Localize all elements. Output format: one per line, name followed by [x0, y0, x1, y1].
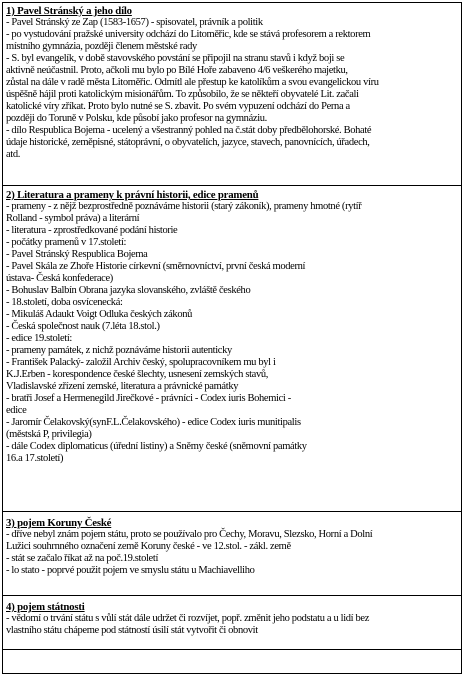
- section-4-line: - vědomí o trvání státu s vůlí stát dále udržet či rozvíjet, popř. změnit jeho podstatu a u lidí bez: [6, 613, 370, 624]
- section-2-line: - 18.století, doba osvícenecká:: [6, 297, 123, 308]
- section-4-line: vlastního státu chápeme pod státností úsilí stát vytvořit či obnovit: [6, 625, 258, 636]
- section-2-line: Rolland - symbol práva) a literární: [6, 213, 140, 224]
- section-2-line: - prameny památek, z nichž poznáváme historii autenticky: [6, 345, 232, 356]
- section-1-line: atd.: [6, 149, 21, 160]
- section-divider: [3, 595, 461, 596]
- section-2-line: edice: [6, 405, 27, 416]
- section-3-line: - stát se začalo říkat až na poč.19.století: [6, 553, 159, 564]
- section-2-line: Vladislavské zřízení zemské, literatura a právnické památky: [6, 381, 239, 392]
- section-heading-2: 2) Literatura a prameny k právní historii, edice pramenů: [6, 189, 259, 201]
- section-1-line: katolické víry zříkat. Proto bylo nutné se S. zbavit. Po svém vypuzení odchází do Perna a: [6, 101, 350, 112]
- section-2-line: - edice 19.století:: [6, 333, 72, 344]
- section-divider: [3, 185, 461, 186]
- section-2-line: - Bohuslav Balbín Obrana jazyka slovanského, zvláště českého: [6, 285, 251, 296]
- section-1-line: - dílo Respublica Bojema - ucelený a všestranný pohled na č.stát doby předbělohorské. Bohaté: [6, 125, 372, 136]
- section-2-line: (městská P, privilegia): [6, 429, 92, 440]
- section-2-line: - bratři Josef a Hermenegild Jirečkové - právníci - Codex iuris Bohemici -: [6, 393, 291, 404]
- section-1-line: úspěšně hájil proti katolickým misionářům. To způsobilo, že se někteří obyvatelé Lit. začali: [6, 89, 359, 100]
- section-2-line: - Mikuláš Adaukt Voigt Odluka českých zákonů: [6, 309, 193, 320]
- section-1-line: aktivně neúčastnil. Proto, ačkoli mu bylo po Bílé Hoře zabaveno 4/6 veškerého majetku,: [6, 65, 348, 76]
- document-page: [2, 2, 462, 674]
- section-2-line: - Jaromír Čelakovský(synF.L.Čelakovského) - edice Codex iuris munitipalis: [6, 417, 301, 428]
- section-2-line: - počátky pramenů v 17.století:: [6, 237, 127, 248]
- section-2-line: - Pavel Skála ze Zhoře Historie církevní (směrnovníctví, první česká moderní: [6, 261, 306, 272]
- section-1-line: zůstal na dále v radě města Litoměřic. Odmítl ale přestup ke katolíkům a svou evangelickou víru: [6, 77, 379, 88]
- section-divider: [3, 649, 461, 650]
- section-2-line: - František Palacký- založil Archiv český, spolupracovníkem mu byl i: [6, 357, 276, 368]
- section-2-line: 16.a 17.století): [6, 453, 64, 464]
- section-2-line: K.J.Erben - korespondence české šlechty, usnesení zemských stavů,: [6, 369, 269, 380]
- section-heading-4: 4) pojem státnosti: [6, 601, 85, 613]
- section-2-line: - prameny - z nějž bezprostředně poznáváme historii (starý zákoník), prameny hmotné (rytíř: [6, 201, 362, 212]
- section-3-line: - dříve nebyl znám pojem státu, proto se používalo pro Čechy, Moravu, Slezsko, Horní a Dolní: [6, 529, 373, 540]
- section-heading-1: 1) Pavel Stránský a jeho dílo: [6, 5, 132, 17]
- section-1-line: - S. byl evangelík, v době stavovského povstání se připojil na stranu stavů i když boji se: [6, 53, 345, 64]
- section-divider: [3, 511, 461, 512]
- section-heading-3: 3) pojem Koruny České: [6, 517, 112, 529]
- section-1-line: místního gymnázia, později členem městské rady: [6, 41, 197, 52]
- section-2-line: - literatura - zprostředkované podání historie: [6, 225, 178, 236]
- section-3-line: Lužici souhrnného označení země Koruny české - ve 12.stol. - zákl. země: [6, 541, 291, 552]
- section-1-line: později do Toruně v Polsku, kde působí jako profesor na gymnáziu.: [6, 113, 267, 124]
- section-2-line: - dále Codex diplomaticus (úřední listiny) a Sněmy české (sněmovní památky: [6, 441, 307, 452]
- section-2-line: ústava- Česká konfederace): [6, 273, 113, 284]
- section-3-line: - lo stato - poprvé použit pojem ve smyslu státu u Machiavelliho: [6, 565, 255, 576]
- section-1-line: - po vystudování pražské university odchází do Litoměřic, kde se stává profesorem a rektorem: [6, 29, 371, 40]
- section-1-line: - Pavel Stránský ze Zap (1583-1657) - spisovatel, právník a politik: [6, 17, 263, 28]
- section-2-line: - Pavel Stránský Respublica Bojema: [6, 249, 148, 260]
- section-1-line: údaje historické, zeměpisné, státoprávní, o obyvatelích, jazyce, stavech, panovnících, úřadech,: [6, 137, 370, 148]
- section-2-line: - Česká společnost nauk (7.léta 18.stol.): [6, 321, 160, 332]
